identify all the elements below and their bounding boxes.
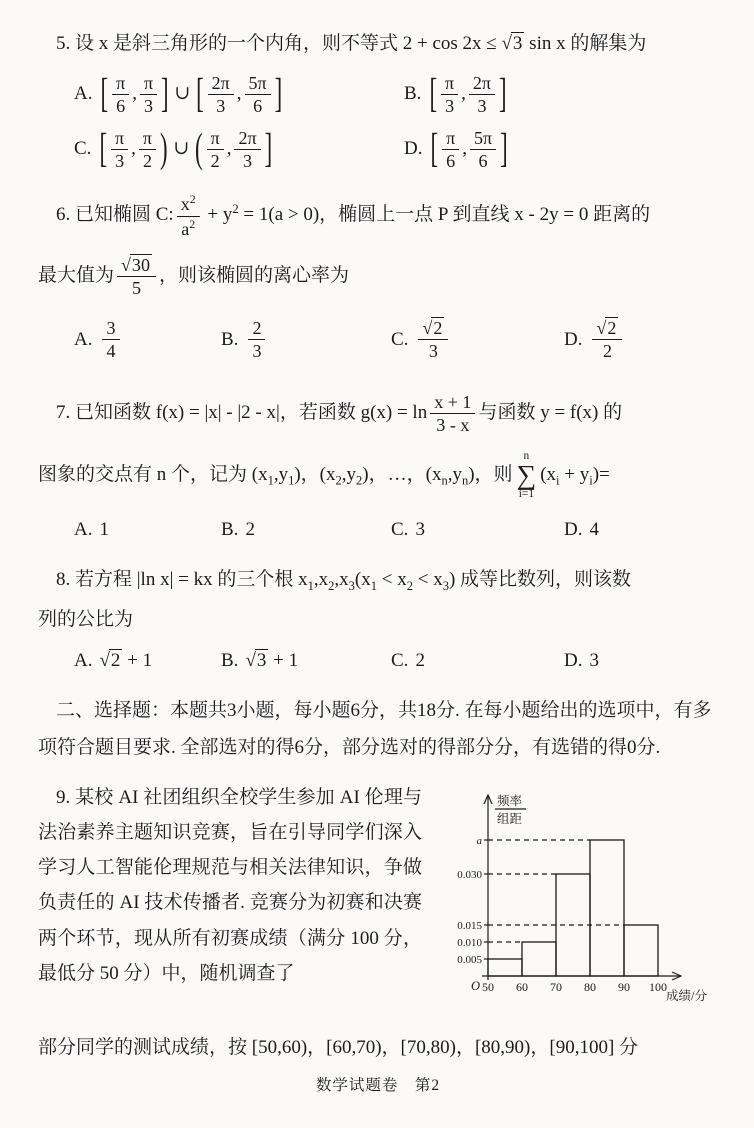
option-label: C. bbox=[74, 138, 92, 160]
svg-text:60: 60 bbox=[516, 980, 528, 995]
option-value: √ 3 + 1 bbox=[245, 649, 299, 671]
q6-stem-line2: 最大值为 $\frac{√ 30}{5}$ ，则该椭圆的离心率为 bbox=[38, 254, 349, 298]
option-label: A. bbox=[74, 649, 93, 671]
svg-text:O: O bbox=[470, 979, 480, 994]
y-ticks bbox=[457, 835, 624, 966]
bar bbox=[624, 925, 658, 976]
svg-text:组距: 组距 bbox=[497, 812, 523, 827]
q6-option-b bbox=[221, 318, 391, 361]
q6-stem-line1: 6. 已知椭圆 C: $\frac{x^2}{a^2}$ + $y^2 = 1(a > 0)$，椭圆上一点 P 到直线 x - 2y = 0 距离的 bbox=[56, 192, 651, 239]
option-value: $\frac{3}{4}$ bbox=[99, 318, 122, 361]
q7-option-c bbox=[391, 516, 564, 545]
svg-text:0.005: 0.005 bbox=[457, 954, 482, 967]
q7-options bbox=[38, 516, 718, 545]
section2-header-line2: 项符合题目要求. 全部选对的得6分，部分选对的得部分分，有选错的得0分. bbox=[38, 736, 661, 758]
option-value: 2 bbox=[245, 518, 255, 540]
option-label: C. bbox=[391, 328, 409, 350]
option-label: A. bbox=[74, 518, 93, 540]
svg-text:80: 80 bbox=[584, 980, 596, 995]
option-value: 2 bbox=[415, 649, 425, 671]
q8-option-a bbox=[74, 647, 221, 676]
svg-text:100: 100 bbox=[649, 980, 667, 995]
option-value: 3 bbox=[589, 649, 599, 671]
q5-option-a bbox=[74, 70, 404, 116]
bars bbox=[488, 840, 658, 976]
option-value: $\frac{√ 2}{3}$ bbox=[415, 318, 451, 361]
svg-text:成绩/分: 成绩/分 bbox=[666, 989, 707, 1004]
q8-option-d bbox=[564, 647, 718, 676]
option-value: 4 bbox=[589, 518, 599, 540]
q9-stem-continuation: 部分同学的测试成绩，按 [50,60)，[60,70)，[70,80)，[80,90)，[90,100] 分 bbox=[38, 1036, 639, 1058]
q6-option-a bbox=[74, 318, 221, 361]
q8-option-c bbox=[391, 647, 564, 676]
svg-text:0.015: 0.015 bbox=[457, 920, 482, 933]
svg-text:0.010: 0.010 bbox=[457, 937, 482, 950]
q6-options bbox=[38, 318, 718, 361]
q6-option-d bbox=[564, 318, 718, 361]
bar bbox=[522, 942, 556, 976]
q8-stem-line2: 列的公比为 bbox=[38, 609, 134, 631]
q9-frequency-histogram bbox=[440, 780, 718, 1032]
option-value: √ 2 + 1 bbox=[99, 649, 153, 671]
q5-option-b bbox=[404, 70, 718, 116]
q9-block bbox=[38, 780, 718, 1032]
option-value: [ $\frac{\pi}{3}$ , $\frac{\pi}{2}$ ) ∪ ( $\frac{\pi}{2}$ , $\frac{2\pi}{3}$ ] bbox=[99, 125, 273, 172]
option-label: A. bbox=[74, 82, 93, 104]
svg-text:50: 50 bbox=[482, 980, 494, 995]
option-value: [ $\frac{\pi}{6}$ , $\frac{5\pi}{6}$ ] bbox=[430, 125, 508, 172]
option-label: D. bbox=[564, 328, 583, 350]
q5-option-c bbox=[74, 125, 404, 172]
option-label: B. bbox=[221, 518, 239, 540]
x-ticks bbox=[471, 979, 708, 1003]
q8-options bbox=[38, 647, 718, 676]
q7-stem-line2: 图象的交点有 n 个，记为 $(x_1,y_1)$，$(x_2,y_2)$，…，$(x_n,y_n)$，则 n ∑ i=1 $(x_i + y_i)=$ bbox=[38, 449, 610, 500]
q9-stem-paragraph: 9. 某校 AI 社团组织全校学生参加 AI 伦理与法治素养主题知识竞赛，旨在引导同学们深入学习人工智能伦理规范与相关法律知识，争做负责任的 AI 技术传播者. 竞赛分为初赛和决赛两个环节，现从所有初赛成绩（满分 100 分，最低分 50 分）中，随机调查了 bbox=[38, 787, 422, 984]
option-label: C. bbox=[391, 649, 409, 671]
option-label: A. bbox=[74, 328, 93, 350]
page-footer: 数学试题卷 第2 bbox=[315, 1077, 441, 1095]
bar bbox=[590, 840, 624, 976]
option-value: [ $\frac{\pi}{3}$ , $\frac{2\pi}{3}$ ] bbox=[429, 70, 507, 116]
q7-option-b bbox=[221, 516, 391, 545]
option-label: D. bbox=[564, 518, 583, 540]
q7-option-d bbox=[564, 516, 718, 545]
option-label: D. bbox=[404, 138, 423, 160]
q8-option-b bbox=[221, 647, 391, 676]
option-value: 3 bbox=[415, 518, 425, 540]
q7-option-a bbox=[74, 516, 221, 545]
option-value: 1 bbox=[99, 518, 109, 540]
section2-header-line1: 二、选择题：本题共3小题，每小题6分，共18分. 在每小题给出的选项中，有多 bbox=[56, 700, 712, 722]
y-axis-title bbox=[495, 793, 526, 826]
svg-text:a: a bbox=[476, 835, 482, 848]
option-label: B. bbox=[221, 649, 239, 671]
option-value: $\frac{2}{3}$ bbox=[245, 318, 268, 361]
q7-stem-line1: 7. 已知函数 f(x) = |x| - |2 - x|，若函数 g(x) = ln $\frac{x + 1}{3 - x}$ 与函数 y = f(x) 的 bbox=[56, 391, 623, 435]
histogram-svg bbox=[440, 780, 718, 1022]
q5-stem: 5. 设 x 是斜三角形的一个内角，则不等式 2 + cos 2x ≤ √ 3 sin x 的解集为 bbox=[56, 33, 647, 54]
svg-text:90: 90 bbox=[618, 980, 630, 995]
svg-text:0.030: 0.030 bbox=[457, 869, 482, 882]
q8-stem-line1: 8. 若方程 |ln x| = kx 的三个根 $x_1,x_2,x_3(x_1 < x_2 < x_3)$ 成等比数列，则该数 bbox=[56, 569, 632, 594]
q5-option-d bbox=[404, 125, 718, 172]
bar bbox=[488, 959, 522, 976]
q6-option-c bbox=[391, 318, 564, 361]
q5-options bbox=[38, 70, 718, 172]
option-label: B. bbox=[221, 328, 239, 350]
option-value: $\frac{√ 2}{2}$ bbox=[589, 318, 625, 361]
option-label: D. bbox=[564, 649, 583, 671]
option-value: [ $\frac{\pi}{6}$ , $\frac{\pi}{3}$ ] ∪ [ $\frac{2\pi}{3}$ , $\frac{5\pi}{6}$ ] bbox=[100, 70, 283, 116]
svg-text:70: 70 bbox=[550, 980, 562, 995]
svg-text:频率: 频率 bbox=[497, 794, 523, 809]
option-label: B. bbox=[404, 82, 422, 104]
option-label: C. bbox=[391, 518, 409, 540]
